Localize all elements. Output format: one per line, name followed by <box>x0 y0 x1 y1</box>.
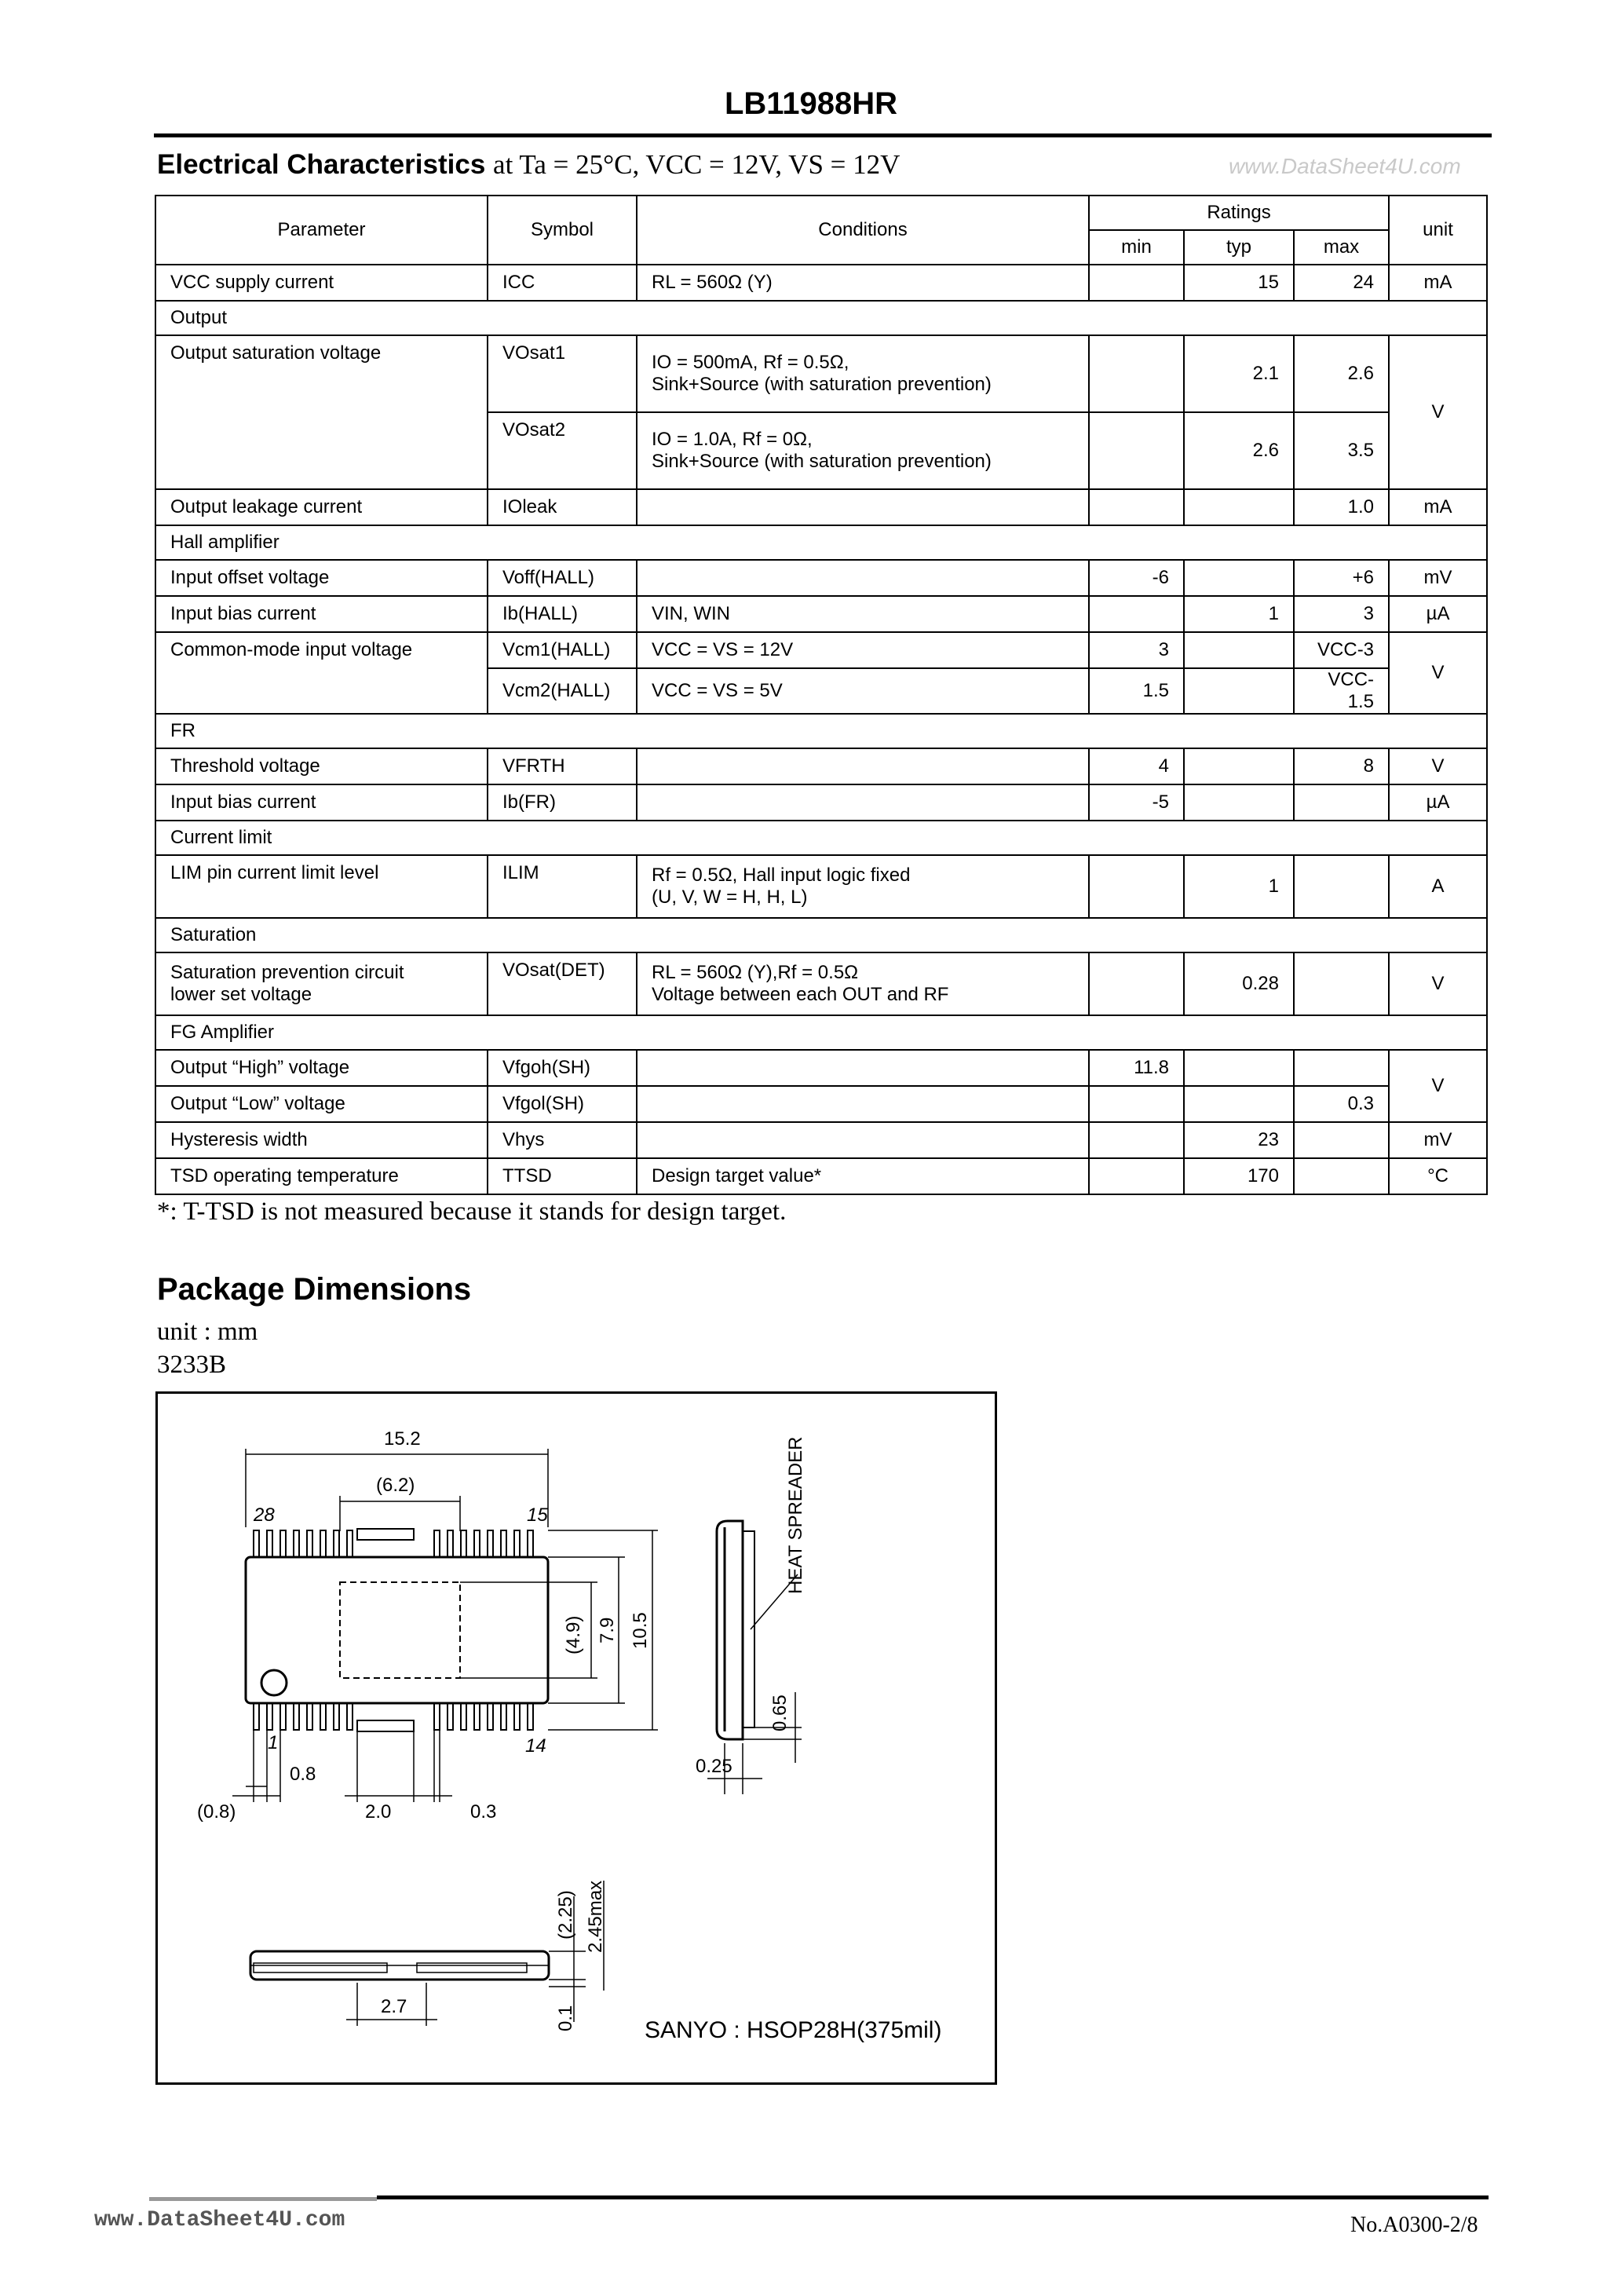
cell-typ <box>1184 1050 1294 1086</box>
cell-symbol: Ib(HALL) <box>488 596 637 632</box>
cell-conditions <box>637 1086 1089 1122</box>
cell-max: VCC-1.5 <box>1294 668 1389 714</box>
cond-line-2: Sink+Source (with saturation prevention) <box>652 451 992 472</box>
section-output: Output <box>155 301 1487 335</box>
cell-max: 24 <box>1294 265 1389 301</box>
cell-parameter: Input bias current <box>155 596 488 632</box>
cell-conditions: Design target value* <box>637 1158 1089 1194</box>
pin-14-label: 14 <box>525 1735 546 1757</box>
cond-line-2: Voltage between each OUT and RF <box>652 984 949 1005</box>
cell-typ <box>1184 560 1294 596</box>
cell-unit: V <box>1389 748 1487 784</box>
package-drawing-svg <box>158 1394 999 2087</box>
cell-min: 1.5 <box>1089 668 1184 714</box>
cell-symbol: VOsat1 <box>488 335 637 412</box>
cell-min <box>1089 265 1184 301</box>
section-row <box>155 525 1487 560</box>
cell-min <box>1089 1086 1184 1122</box>
cell-unit: V <box>1389 335 1487 489</box>
cond-line-1: Rf = 0.5Ω, Hall input logic fixed <box>652 865 911 886</box>
cell-symbol: VOsat(DET) <box>488 952 637 1015</box>
cell-conditions: RL = 560Ω (Y) <box>637 265 1089 301</box>
cell-min <box>1089 1122 1184 1158</box>
header-conditions: Conditions <box>637 196 1089 265</box>
table-row <box>155 784 1487 821</box>
cell-symbol: Vcm1(HALL) <box>488 632 637 668</box>
table-row <box>155 265 1487 301</box>
cell-symbol: Vfgoh(SH) <box>488 1050 637 1086</box>
cond-line-1: RL = 560Ω (Y),Rf = 0.5Ω <box>652 962 859 983</box>
header-unit: unit <box>1389 196 1487 265</box>
cell-typ: 15 <box>1184 265 1294 301</box>
cell-unit: A <box>1389 855 1487 918</box>
cell-unit: µA <box>1389 784 1487 821</box>
dim-10-5-label: 10.5 <box>630 1612 651 1649</box>
cell-max: +6 <box>1294 560 1389 596</box>
pin-1-label: 1 <box>268 1732 279 1753</box>
footer-rule <box>377 2195 1489 2199</box>
table-row <box>155 1158 1487 1194</box>
cell-unit: mA <box>1389 489 1487 525</box>
cell-symbol: Vfgol(SH) <box>488 1086 637 1122</box>
cell-typ: 23 <box>1184 1122 1294 1158</box>
cell-unit: V <box>1389 1050 1487 1122</box>
table-row <box>155 632 1487 668</box>
cell-min: -6 <box>1089 560 1184 596</box>
cond-line-1: IO = 1.0A, Rf = 0Ω, <box>652 429 813 450</box>
cell-max: 3 <box>1294 596 1389 632</box>
cell-typ <box>1184 784 1294 821</box>
cell-parameter: TSD operating temperature <box>155 1158 488 1194</box>
cell-symbol: TTSD <box>488 1158 637 1194</box>
cell-max: 1.0 <box>1294 489 1389 525</box>
cell-typ <box>1184 748 1294 784</box>
cell-unit: mV <box>1389 1122 1487 1158</box>
table-header-row <box>155 196 1487 230</box>
cell-symbol: IOleak <box>488 489 637 525</box>
heat-spreader-label: HEAT SPREADER <box>785 1436 806 1594</box>
cell-conditions <box>637 1122 1089 1158</box>
cell-max: VCC-3 <box>1294 632 1389 668</box>
table-row <box>155 1122 1487 1158</box>
ec-heading-bold: Electrical Characteristics <box>157 149 486 180</box>
dim-0-65-label: 0.65 <box>769 1695 791 1731</box>
package-front-view <box>250 1951 549 1980</box>
table-row <box>155 952 1487 1015</box>
dim-0-25-label: 0.25 <box>696 1756 732 1777</box>
section-current-limit: Current limit <box>155 821 1487 855</box>
cond-line-1: IO = 500mA, Rf = 0.5Ω, <box>652 352 849 373</box>
pin-15-label: 15 <box>527 1504 548 1526</box>
cell-min <box>1089 489 1184 525</box>
cell-min <box>1089 335 1184 412</box>
table-row <box>155 855 1487 918</box>
section-hall: Hall amplifier <box>155 525 1487 560</box>
cell-conditions <box>637 784 1089 821</box>
dim-6-2-label: (6.2) <box>376 1475 415 1496</box>
header-min: min <box>1089 230 1184 265</box>
cell-max: 3.5 <box>1294 412 1389 489</box>
param-line-2: lower set voltage <box>170 984 312 1005</box>
cell-parameter: Input offset voltage <box>155 560 488 596</box>
table-row <box>155 335 1487 412</box>
cell-max <box>1294 784 1389 821</box>
dim-7-9-label: 7.9 <box>597 1617 618 1643</box>
dim-0-8-paren-label: (0.8) <box>197 1801 236 1823</box>
cell-symbol: Voff(HALL) <box>488 560 637 596</box>
cell-typ: 2.1 <box>1184 335 1294 412</box>
pin-28-label: 28 <box>254 1504 275 1526</box>
table-row <box>155 560 1487 596</box>
dim-4-9-label: (4.9) <box>563 1615 584 1654</box>
cell-typ <box>1184 668 1294 714</box>
cell-typ: 1 <box>1184 596 1294 632</box>
footnote: *: T-TSD is not measured because it stands for design target. <box>157 1197 787 1226</box>
cell-min <box>1089 1158 1184 1194</box>
cell-conditions <box>637 1050 1089 1086</box>
cell-unit: V <box>1389 632 1487 714</box>
cell-typ: 1 <box>1184 855 1294 918</box>
header-ratings: Ratings <box>1089 196 1389 230</box>
cell-symbol: VFRTH <box>488 748 637 784</box>
cell-parameter: LIM pin current limit level <box>155 855 488 918</box>
cell-min: 11.8 <box>1089 1050 1184 1086</box>
watermark-top: www.DataSheet4U.com <box>1229 154 1461 178</box>
cell-symbol: VOsat2 <box>488 412 637 489</box>
section-fr: FR <box>155 714 1487 748</box>
table-row <box>155 596 1487 632</box>
cell-conditions <box>637 748 1089 784</box>
cell-parameter: Output leakage current <box>155 489 488 525</box>
dim-0-3-label: 0.3 <box>470 1801 497 1823</box>
cell-min <box>1089 596 1184 632</box>
cond-line-2: (U, V, W = H, H, L) <box>652 887 808 908</box>
cell-conditions: VCC = VS = 12V <box>637 632 1089 668</box>
pin1-marker <box>261 1670 287 1695</box>
package-body-top-view <box>246 1557 548 1703</box>
dim-0-8-label: 0.8 <box>290 1764 316 1785</box>
cell-typ <box>1184 632 1294 668</box>
dim-2-7-label: 2.7 <box>381 1996 407 2017</box>
cell-typ <box>1184 489 1294 525</box>
electrical-characteristics-heading <box>157 149 900 181</box>
cell-min <box>1089 412 1184 489</box>
cell-typ: 2.6 <box>1184 412 1294 489</box>
cell-unit: mV <box>1389 560 1487 596</box>
part-number-title: LB11988HR <box>724 86 898 121</box>
cond-line-2: Sink+Source (with saturation prevention) <box>652 374 992 395</box>
cell-max <box>1294 1122 1389 1158</box>
electrical-characteristics-table <box>155 195 1488 1195</box>
cell-conditions: VCC = VS = 5V <box>637 668 1089 714</box>
cell-max <box>1294 855 1389 918</box>
cell-unit: °C <box>1389 1158 1487 1194</box>
bottom-pins <box>254 1703 533 1731</box>
cell-conditions: VIN, WIN <box>637 596 1089 632</box>
cell-symbol: ICC <box>488 265 637 301</box>
ec-heading-conditions: at Ta = 25°C, VCC = 12V, VS = 12V <box>493 149 901 180</box>
dim-2-45-label: 2.45max <box>585 1880 606 1953</box>
cell-max <box>1294 952 1389 1015</box>
header-parameter: Parameter <box>155 196 488 265</box>
section-row <box>155 918 1487 952</box>
cell-symbol: Vhys <box>488 1122 637 1158</box>
package-name-label: SANYO : HSOP28H(375mil) <box>645 2017 942 2043</box>
cell-conditions <box>637 489 1089 525</box>
cell-min <box>1089 952 1184 1015</box>
cell-parameter: Output “Low” voltage <box>155 1086 488 1122</box>
package-unit: unit : mm <box>157 1318 258 1346</box>
section-row <box>155 1015 1487 1050</box>
cell-parameter: VCC supply current <box>155 265 488 301</box>
table-row <box>155 489 1487 525</box>
cell-conditions <box>637 952 1089 1015</box>
cell-conditions <box>637 855 1089 918</box>
package-code: 3233B <box>157 1351 227 1379</box>
dim-2-25-label: (2.25) <box>555 1890 576 1940</box>
section-row <box>155 714 1487 748</box>
cell-parameter: Output “High” voltage <box>155 1050 488 1086</box>
cell-symbol: ILIM <box>488 855 637 918</box>
table-row <box>155 1050 1487 1086</box>
cell-max: 8 <box>1294 748 1389 784</box>
header-typ: typ <box>1184 230 1294 265</box>
cell-conditions <box>637 412 1089 489</box>
cell-typ: 0.28 <box>1184 952 1294 1015</box>
dimension-lines <box>232 1449 658 1802</box>
cell-max: 0.3 <box>1294 1086 1389 1122</box>
title-rule <box>154 133 1492 137</box>
dim-15-2-label: 15.2 <box>384 1428 421 1450</box>
cell-unit: V <box>1389 952 1487 1015</box>
cell-symbol: Ib(FR) <box>488 784 637 821</box>
cell-unit: mA <box>1389 265 1487 301</box>
cell-unit: µA <box>1389 596 1487 632</box>
cell-min: 3 <box>1089 632 1184 668</box>
cell-min: -5 <box>1089 784 1184 821</box>
cell-parameter: Output saturation voltage <box>155 335 488 489</box>
section-row <box>155 301 1487 335</box>
section-row <box>155 821 1487 855</box>
cell-parameter: Threshold voltage <box>155 748 488 784</box>
table-row <box>155 748 1487 784</box>
page-number: No.A0300-2/8 <box>1350 2213 1478 2237</box>
section-fg-amplifier: FG Amplifier <box>155 1015 1487 1050</box>
table-row <box>155 1086 1487 1122</box>
cell-conditions <box>637 560 1089 596</box>
param-line-1: Saturation prevention circuit <box>170 962 404 983</box>
footer-site: www.DataSheet4U.com <box>94 2208 345 2232</box>
package-heading: Package Dimensions <box>157 1272 472 1307</box>
cell-symbol: Vcm2(HALL) <box>488 668 637 714</box>
header-symbol: Symbol <box>488 196 637 265</box>
top-pins <box>254 1529 533 1557</box>
package-drawing <box>155 1391 997 2085</box>
cell-typ <box>1184 1086 1294 1122</box>
heat-spreader-outline <box>340 1582 460 1678</box>
cell-parameter: Hysteresis width <box>155 1122 488 1158</box>
section-saturation: Saturation <box>155 918 1487 952</box>
package-side-view <box>717 1521 754 1739</box>
cell-min: 4 <box>1089 748 1184 784</box>
cell-parameter: Input bias current <box>155 784 488 821</box>
cell-min <box>1089 855 1184 918</box>
cell-max: 2.6 <box>1294 335 1389 412</box>
dim-0-1-label: 0.1 <box>555 2005 576 2031</box>
cell-typ: 170 <box>1184 1158 1294 1194</box>
footer-rule-accent <box>149 2197 377 2201</box>
cell-parameter: Common-mode input voltage <box>155 632 488 714</box>
header-max: max <box>1294 230 1389 265</box>
cell-max <box>1294 1158 1389 1194</box>
cell-parameter <box>155 952 488 1015</box>
cell-max <box>1294 1050 1389 1086</box>
cell-conditions <box>637 335 1089 412</box>
dim-2-0-label: 2.0 <box>365 1801 392 1823</box>
